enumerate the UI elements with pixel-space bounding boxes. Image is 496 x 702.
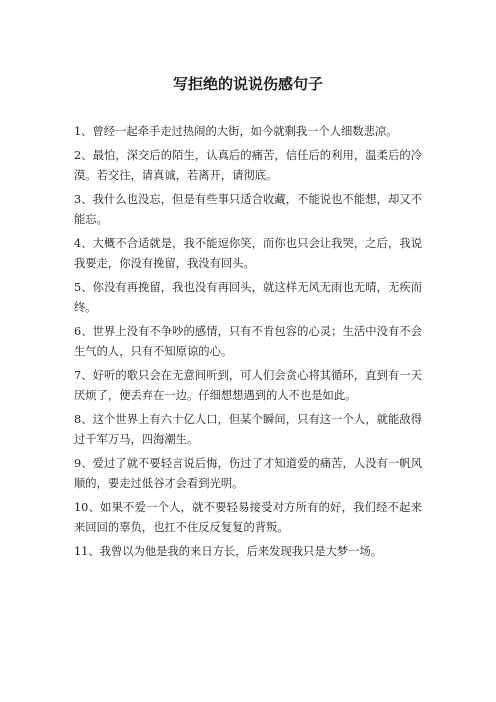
list-item: 10、如果不爱一个人，就不要轻易接受对方所有的好，我们经不起来来回回的辜负，也扛不住反反复复的背叛。	[74, 501, 422, 534]
list-item: 1、曾经一起牵手走过热闹的大街，如今就剩我一个人细数悲凉。	[74, 125, 398, 138]
document-title: 写拒绝的说说伤感句子	[172, 75, 323, 93]
list-item: 8、这个世界上有六十亿人口，但某个瞬间，只有这一个人，就能敌得过千军万马，四海潮生。	[74, 413, 422, 446]
list-item: 11、我曾以为他是我的来日方长，后来发现我只是大梦一场。	[74, 545, 383, 558]
sentence-list	[74, 122, 422, 562]
list-item: 4、大概不合适就是，我不能逗你笑，而你也只会让我哭，之后，我说我要走，你没有挽留，我没有回头。	[74, 237, 422, 270]
list-item: 3、我什么也没忘，但是有些事只适合收藏，不能说也不能想，却又不能忘。	[74, 193, 422, 226]
list-item: 6、世界上没有不争吵的感情，只有不肯包容的心灵；生活中没有不会生气的人，只有不知原谅的心。	[74, 325, 422, 358]
list-item: 5、你没有再挽留，我也没有再回头，就这样无风无雨也无晴，无疾而终。	[74, 281, 422, 314]
list-item: 9、爱过了就不要轻言说后悔，伤过了才知道爱的痛苦，人没有一帆风顺的，要走过低谷才会看到光明。	[74, 457, 422, 490]
list-item: 7、好听的歌只会在无意间听到，可人们会贪心将其循环，直到有一天厌烦了，便丢弃在一边。仔细想想遇到的人不也是如此。	[74, 369, 422, 402]
list-item: 2、最怕，深交后的陌生，认真后的痛苦，信任后的利用，温柔后的冷漠。若交往，请真诚，若离开，请彻底。	[74, 149, 422, 182]
